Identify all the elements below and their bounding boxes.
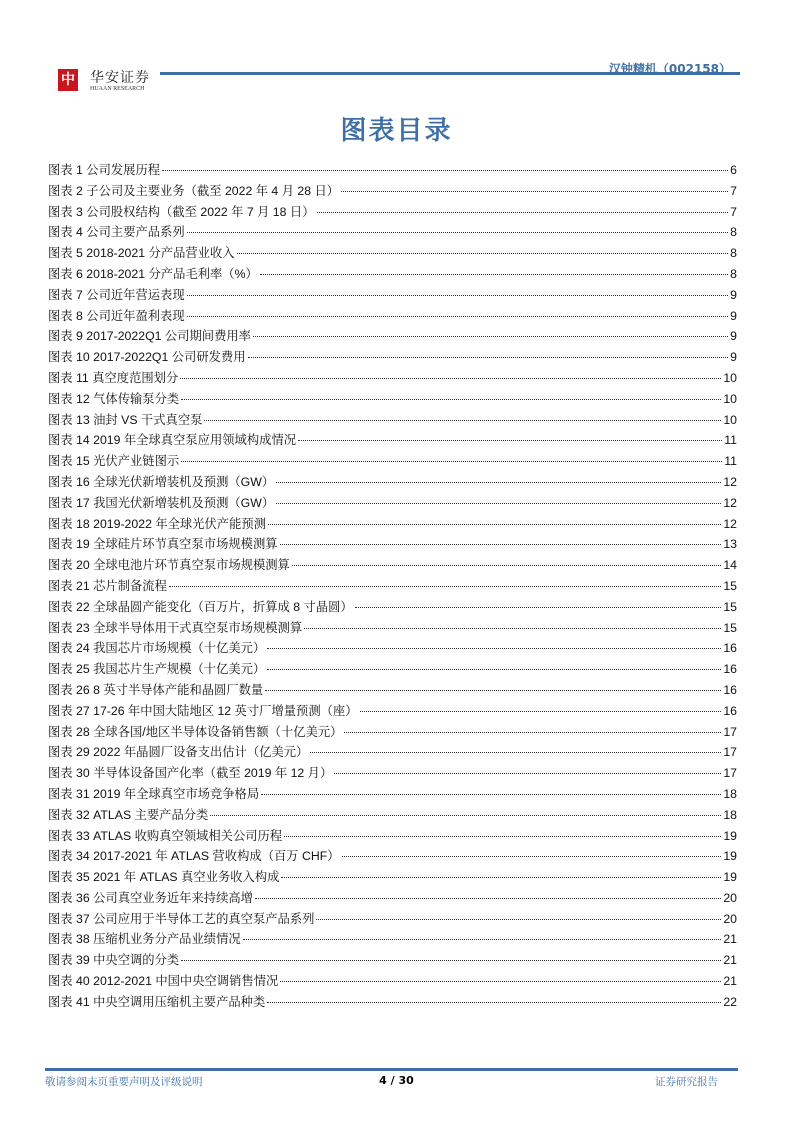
toc-entry-label: 图表 37 公司应用于半导体工艺的真空泵产品系列 [48, 911, 315, 926]
toc-entry[interactable] [48, 326, 737, 347]
toc-entry-page: 12 [723, 474, 737, 489]
logo-text-cn: 华安证券 [90, 70, 150, 86]
toc-entry[interactable] [48, 950, 737, 971]
toc-entry[interactable] [48, 929, 737, 950]
toc-entry-label: 图表 34 2017-2021 年 ATLAS 营收构成（百万 CHF） [48, 849, 340, 864]
toc-entry[interactable] [48, 722, 737, 743]
toc-entry-label: 图表 5 2018-2021 分产品营业收入 [48, 246, 235, 261]
toc-entry-page: 16 [723, 682, 737, 697]
toc-leader-dots [260, 274, 728, 275]
toc-entry-label: 图表 19 全球硅片环节真空泵市场规模测算 [48, 537, 278, 552]
toc-leader-dots [292, 565, 721, 566]
toc-leader-dots [162, 170, 728, 171]
toc-leader-dots [253, 336, 728, 337]
page-number: 4 / 30 [379, 1074, 414, 1087]
toc-entry[interactable] [48, 888, 737, 909]
toc-entry-label: 图表 17 我国光伏新增装机及预测（GW） [48, 495, 275, 510]
toc-entry[interactable] [48, 181, 737, 202]
toc-leader-dots [243, 939, 722, 940]
toc-entry-page: 9 [730, 287, 737, 302]
toc-leader-dots [237, 253, 729, 254]
toc-entry-label: 图表 10 2017-2022Q1 公司研发费用 [48, 350, 246, 365]
toc-entry-label: 图表 28 全球各国/地区半导体设备销售额（十亿美元） [48, 724, 343, 739]
toc-entry[interactable] [48, 992, 737, 1013]
toc-entry-label: 图表 8 公司近年盈利表现 [48, 308, 185, 323]
toc-entry[interactable] [48, 555, 737, 576]
toc-entry-page: 16 [723, 703, 737, 718]
toc-entry-label: 图表 23 全球半导体用干式真空泵市场规模测算 [48, 620, 303, 635]
toc-entry-label: 图表 9 2017-2022Q1 公司期间费用率 [48, 329, 251, 344]
toc-entry[interactable] [48, 451, 737, 472]
toc-entry[interactable] [48, 971, 737, 992]
toc-entry-label: 图表 24 我国芯片市场规模（十亿美元） [48, 641, 266, 656]
toc-entry-page: 9 [730, 350, 737, 365]
toc-entry[interactable] [48, 659, 737, 680]
toc-leader-dots [210, 815, 721, 816]
toc-entry[interactable] [48, 534, 737, 555]
toc-entry-page: 18 [723, 807, 737, 822]
toc-entry-label: 图表 1 公司发展历程 [48, 163, 161, 177]
toc-entry-page: 15 [723, 578, 737, 593]
toc-leader-dots [276, 482, 721, 483]
toc-entry-label: 图表 15 光伏产业链图示 [48, 454, 180, 469]
toc-entry-label: 图表 30 半导体设备国产化率（截至 2019 年 12 月） [48, 766, 333, 781]
toc-entry-label: 图表 16 全球光伏新增装机及预测（GW） [48, 474, 275, 489]
toc-leader-dots [298, 440, 722, 441]
toc-entry-page: 19 [723, 828, 737, 843]
toc-entry-page: 9 [730, 329, 737, 344]
toc-entry-page: 20 [723, 911, 737, 926]
toc-entry-page: 12 [723, 495, 737, 510]
toc-entry-label: 图表 29 2022 年晶圆厂设备支出估计（亿美元） [48, 745, 309, 760]
toc-entry-page: 17 [723, 724, 737, 739]
toc-entry-label: 图表 6 2018-2021 分产品毛利率（%） [48, 266, 258, 281]
toc-leader-dots [187, 295, 729, 296]
toc-entry-page: 8 [730, 246, 737, 261]
toc-entry[interactable] [48, 493, 737, 514]
toc-entry-page: 20 [723, 890, 737, 905]
toc-entry[interactable] [48, 430, 737, 451]
toc-entry-label: 图表 12 气体传输泵分类 [48, 391, 180, 406]
toc-entry-page: 10 [723, 370, 737, 385]
toc-entry-label: 图表 25 我国芯片生产规模（十亿美元） [48, 662, 266, 677]
toc-entry-page: 8 [730, 225, 737, 240]
toc-leader-dots [181, 960, 721, 961]
toc-leader-dots [180, 378, 721, 379]
toc-leader-dots [355, 607, 722, 608]
toc-entry-page: 8 [730, 266, 737, 281]
toc-entry-page: 19 [723, 849, 737, 864]
toc-entry-label: 图表 20 全球电池片环节真空泵市场规模测算 [48, 558, 290, 573]
footer-divider [45, 1068, 738, 1071]
toc-entry[interactable] [48, 389, 737, 410]
toc-entry-page: 7 [730, 204, 737, 219]
toc-entry-label: 图表 39 中央空调的分类 [48, 953, 180, 968]
toc-entry-page: 17 [723, 766, 737, 781]
report-type: 证券研究报告 [655, 1076, 718, 1088]
toc-leader-dots [181, 399, 721, 400]
toc-entry[interactable] [48, 909, 737, 930]
toc-entry-label: 图表 33 ATLAS 收购真空领域相关公司历程 [48, 828, 283, 843]
toc-entry-page: 21 [723, 974, 737, 989]
toc-leader-dots [248, 357, 729, 358]
toc-entry[interactable] [48, 472, 737, 493]
toc-leader-dots [267, 1002, 721, 1003]
toc-entry-page: 16 [723, 662, 737, 677]
toc-leader-dots [255, 898, 721, 899]
toc-entry[interactable] [48, 742, 737, 763]
toc-leader-dots [280, 981, 721, 982]
toc-entry-page: 18 [723, 786, 737, 801]
toc-entry-label: 图表 13 油封 VS 干式真空泵 [48, 412, 203, 427]
toc-leader-dots [261, 794, 721, 795]
toc-leader-dots [181, 461, 722, 462]
toc-entry-page: 12 [723, 516, 737, 531]
toc-entry-label: 图表 21 芯片制备流程 [48, 578, 167, 593]
toc-leader-dots [267, 669, 721, 670]
toc-entry-label: 图表 36 公司真空业务近年来持续高增 [48, 890, 253, 905]
toc-leader-dots [360, 711, 722, 712]
toc-entry[interactable] [48, 347, 737, 368]
toc-leader-dots [341, 191, 728, 192]
toc-entry[interactable] [48, 638, 737, 659]
toc-entry-page: 21 [723, 932, 737, 947]
toc-leader-dots [268, 524, 721, 525]
toc-entry[interactable] [48, 784, 737, 805]
toc-entry-page: 21 [723, 953, 737, 968]
toc-entry[interactable] [48, 701, 737, 722]
toc-entry[interactable] [48, 680, 737, 701]
toc-entry-label: 图表 27 17-26 年中国大陆地区 12 英寸厂增量预测（座） [48, 703, 358, 718]
toc-entry-label: 图表 18 2019-2022 年全球光伏产能预测 [48, 516, 266, 531]
toc-entry-page: 10 [723, 391, 737, 406]
toc-entry-label: 图表 38 压缩机业务分产品业绩情况 [48, 932, 241, 947]
toc-leader-dots [267, 648, 721, 649]
toc-leader-dots [169, 586, 721, 587]
toc-leader-dots [344, 732, 721, 733]
toc-entry[interactable] [48, 222, 737, 243]
toc-entry-page: 10 [723, 412, 737, 427]
toc-entry-page: 22 [723, 994, 737, 1009]
toc-leader-dots [284, 836, 721, 837]
toc-entry-page: 15 [723, 599, 737, 614]
toc-entry-page: 7 [730, 183, 737, 198]
toc-leader-dots [310, 752, 721, 753]
toc-entry[interactable] [48, 618, 737, 639]
toc-entry[interactable] [48, 576, 737, 597]
toc-entry[interactable] [48, 597, 737, 618]
toc-entry-page: 15 [723, 620, 737, 635]
page-title: 图表目录 [340, 116, 453, 146]
toc-entry-page: 13 [723, 537, 737, 552]
company-name: 汉钟精机（002158） [608, 62, 731, 76]
toc-entry[interactable] [48, 202, 737, 223]
toc-entry-label: 图表 11 真空度范围划分 [48, 370, 179, 385]
toc-entry[interactable] [48, 867, 737, 888]
toc-entry-page: 16 [723, 641, 737, 656]
toc-entry[interactable] [48, 264, 737, 285]
toc-leader-dots [334, 773, 721, 774]
toc-entry-label: 图表 4 公司主要产品系列 [48, 225, 185, 240]
toc-leader-dots [317, 212, 729, 213]
toc-leader-dots [265, 690, 721, 691]
toc-entry-label: 图表 31 2019 年全球真空市场竞争格局 [48, 786, 260, 801]
toc-entry[interactable] [48, 846, 737, 867]
toc-entry[interactable] [48, 826, 737, 847]
toc-entry[interactable] [48, 160, 737, 181]
logo-text-en: HUAAN RESEARCH [90, 86, 145, 92]
toc-entry-page: 14 [723, 558, 737, 573]
toc-entry-page: 17 [723, 745, 737, 760]
toc-entry-label: 图表 41 中央空调用压缩机主要产品种类 [48, 994, 266, 1009]
toc-entry-page: 11 [724, 433, 737, 448]
toc-entry-page: 6 [730, 163, 737, 177]
toc-entry[interactable] [48, 243, 737, 264]
toc-entry-label: 图表 40 2012-2021 中国中央空调销售情况 [48, 974, 279, 989]
toc-entry[interactable] [48, 763, 737, 784]
toc-leader-dots [342, 856, 722, 857]
huaan-logo-icon: 中 [58, 69, 78, 91]
toc-leader-dots [281, 877, 721, 878]
toc-entry-page: 9 [730, 308, 737, 323]
toc-entry[interactable] [48, 306, 737, 327]
toc-leader-dots [276, 503, 721, 504]
toc-entry-label: 图表 7 公司近年营运表现 [48, 287, 185, 302]
toc-entry-label: 图表 2 子公司及主要业务（截至 2022 年 4 月 28 日） [48, 183, 340, 198]
toc-leader-dots [187, 316, 729, 317]
toc-leader-dots [280, 544, 722, 545]
toc-entry-label: 图表 22 全球晶圆产能变化（百万片，折算成 8 寸晶圆） [48, 599, 353, 614]
toc-entry-label: 图表 32 ATLAS 主要产品分类 [48, 807, 209, 822]
toc-entry-page: 19 [723, 870, 737, 885]
toc-entry-label: 图表 35 2021 年 ATLAS 真空业务收入构成 [48, 870, 280, 885]
toc-entry[interactable] [48, 805, 737, 826]
toc-entry-label: 图表 26 8 英寸半导体产能和晶圆厂数量 [48, 682, 264, 697]
toc-entry[interactable] [48, 285, 737, 306]
footer-disclaimer: 敬请参阅末页重要声明及评级说明 [45, 1076, 203, 1088]
toc-entry[interactable] [48, 410, 737, 431]
figure-table-of-contents [48, 160, 737, 1013]
toc-entry[interactable] [48, 368, 737, 389]
toc-leader-dots [204, 420, 721, 421]
toc-entry[interactable] [48, 514, 737, 535]
toc-entry-label: 图表 3 公司股权结构（截至 2022 年 7 月 18 日） [48, 204, 315, 219]
toc-leader-dots [304, 628, 721, 629]
toc-leader-dots [316, 919, 721, 920]
toc-leader-dots [187, 232, 729, 233]
toc-entry-label: 图表 14 2019 年全球真空泵应用领域构成情况 [48, 433, 297, 448]
toc-entry-page: 11 [724, 454, 737, 469]
